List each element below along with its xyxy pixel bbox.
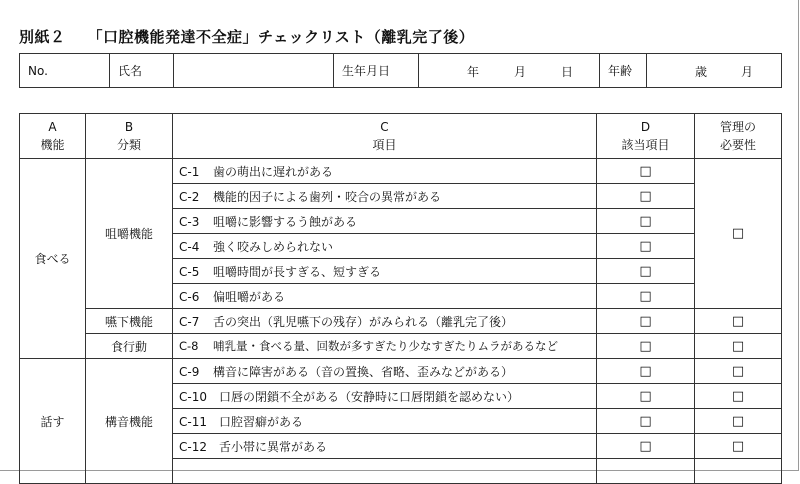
header-category: B 分類 bbox=[86, 114, 173, 159]
header-management: 管理の 必要性 bbox=[695, 114, 782, 159]
name-field[interactable] bbox=[174, 54, 334, 88]
checklist-table bbox=[19, 113, 782, 484]
management-checkbox-c10[interactable]: □ bbox=[695, 384, 782, 409]
header-row bbox=[20, 114, 782, 159]
birth-month-unit: 月 bbox=[514, 65, 527, 79]
item-c8: C-8 哺乳量・食べる量、回数が多すぎたり少なすぎたりムラがあるなど bbox=[173, 334, 597, 359]
checkbox-partial bbox=[597, 459, 695, 484]
checkbox-c9[interactable]: □ bbox=[597, 359, 695, 384]
table-row bbox=[20, 359, 782, 384]
item-c7: C-7 舌の突出（乳児嚥下の残存）がみられる（離乳完了後） bbox=[173, 309, 597, 334]
header-item: C 項目 bbox=[173, 114, 597, 159]
checkbox-c7[interactable]: □ bbox=[597, 309, 695, 334]
patient-info-table bbox=[19, 53, 782, 88]
item-c12: C-12 舌小帯に異常がある bbox=[173, 434, 597, 459]
management-partial bbox=[695, 459, 782, 484]
item-c5: C-5 咀嚼時間が長すぎる、短すぎる bbox=[173, 259, 597, 284]
checkbox-c4[interactable]: □ bbox=[597, 234, 695, 259]
management-checkbox-chew[interactable]: □ bbox=[695, 159, 782, 309]
birth-day-unit: 日 bbox=[561, 65, 574, 79]
item-c3: C-3 咀嚼に影響するう蝕がある bbox=[173, 209, 597, 234]
attachment-label: 別紙２ bbox=[19, 28, 66, 46]
management-checkbox-swallow[interactable]: □ bbox=[695, 309, 782, 334]
category-chew: 咀嚼機能 bbox=[86, 159, 173, 309]
page-title bbox=[19, 26, 474, 47]
birthdate-field[interactable] bbox=[419, 54, 600, 88]
checkbox-c1[interactable]: □ bbox=[597, 159, 695, 184]
function-eat: 食べる bbox=[20, 159, 86, 359]
table-row bbox=[20, 334, 782, 359]
item-c4: C-4 強く咬みしめられない bbox=[173, 234, 597, 259]
item-partial bbox=[173, 459, 597, 484]
checklist-title: 「口腔機能発達不全症」チェックリスト（離乳完了後） bbox=[87, 28, 475, 46]
age-months-unit: 月 bbox=[741, 65, 754, 79]
checkbox-c10[interactable]: □ bbox=[597, 384, 695, 409]
management-checkbox-c9[interactable]: □ bbox=[695, 359, 782, 384]
birth-year-unit: 年 bbox=[467, 65, 480, 79]
management-checkbox-c11[interactable]: □ bbox=[695, 409, 782, 434]
category-behavior: 食行動 bbox=[86, 334, 173, 359]
checkbox-c2[interactable]: □ bbox=[597, 184, 695, 209]
no-label: No. bbox=[20, 54, 110, 88]
checkbox-c5[interactable]: □ bbox=[597, 259, 695, 284]
item-c1: C-1 歯の萌出に遅れがある bbox=[173, 159, 597, 184]
management-checkbox-behavior[interactable]: □ bbox=[695, 334, 782, 359]
name-label: 氏名 bbox=[110, 54, 174, 88]
function-talk: 話す bbox=[20, 359, 86, 484]
item-c2: C-2 機能的因子による歯列・咬合の異常がある bbox=[173, 184, 597, 209]
header-applicable: D 該当項目 bbox=[597, 114, 695, 159]
table-row bbox=[20, 309, 782, 334]
checkbox-c11[interactable]: □ bbox=[597, 409, 695, 434]
checkbox-c3[interactable]: □ bbox=[597, 209, 695, 234]
age-field[interactable] bbox=[647, 54, 782, 88]
checkbox-c12[interactable]: □ bbox=[597, 434, 695, 459]
header-function: A 機能 bbox=[20, 114, 86, 159]
management-checkbox-c12[interactable]: □ bbox=[695, 434, 782, 459]
category-swallow: 嚥下機能 bbox=[86, 309, 173, 334]
item-c6: C-6 偏咀嚼がある bbox=[173, 284, 597, 309]
age-years-unit: 歳 bbox=[695, 65, 708, 79]
checkbox-c8[interactable]: □ bbox=[597, 334, 695, 359]
birthdate-label: 生年月日 bbox=[334, 54, 419, 88]
category-articulation: 構音機能 bbox=[86, 359, 173, 484]
checkbox-c6[interactable]: □ bbox=[597, 284, 695, 309]
table-row bbox=[20, 159, 782, 184]
item-c10: C-10 口唇の閉鎖不全がある（安静時に口唇閉鎖を認めない） bbox=[173, 384, 597, 409]
item-c11: C-11 口腔習癖がある bbox=[173, 409, 597, 434]
age-label: 年齢 bbox=[600, 54, 647, 88]
item-c9: C-9 構音に障害がある（音の置換、省略、歪みなどがある） bbox=[173, 359, 597, 384]
